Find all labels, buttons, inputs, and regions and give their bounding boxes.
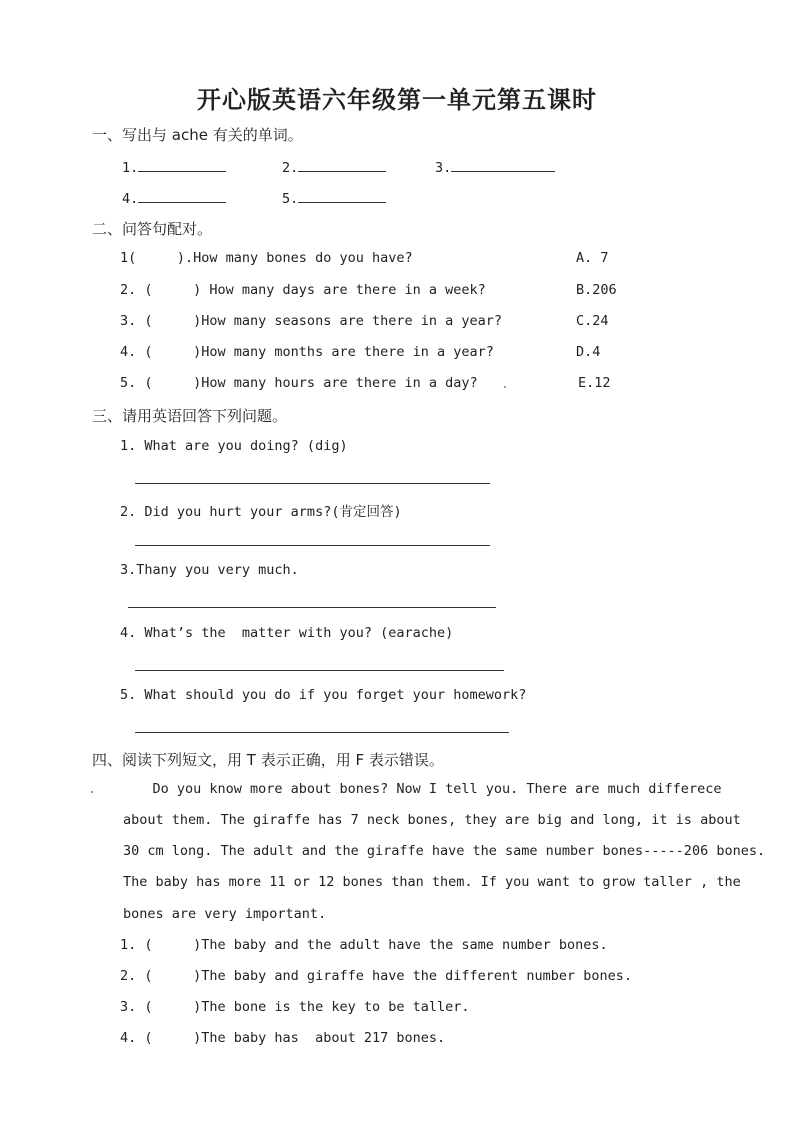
blank-item-1[interactable]: 1. [122, 157, 226, 176]
answer-line-2[interactable] [135, 545, 490, 546]
answer-blank[interactable] [138, 157, 226, 172]
passage-line-4: The baby has more 11 or 12 bones than them. If you want to grow taller , the [123, 874, 741, 890]
blank-item-5[interactable]: 5. [282, 188, 386, 207]
match-question-2: 2. ( ) How many days are there in a week? [120, 282, 486, 298]
passage-line-2: about them. The giraffe has 7 neck bones, they are big and long, it is about [123, 812, 741, 828]
blank-item-2[interactable]: 2. [282, 157, 386, 176]
answer-blank[interactable] [138, 188, 226, 203]
stray-dot [504, 386, 506, 388]
section2-heading: 二、问答句配对。 [92, 220, 213, 238]
match-answer-1: A. 7 [576, 250, 609, 266]
match-answer-3: C.24 [576, 313, 609, 329]
qa-question-2: 2. Did you hurt your arms?(肯定回答) [120, 504, 402, 520]
match-answer-2: B.206 [576, 282, 617, 298]
qa-question-1: 1. What are you doing? (dig) [120, 438, 348, 454]
answer-line-4[interactable] [135, 670, 504, 671]
qa-question-5: 5. What should you do if you forget your homework? [120, 687, 527, 703]
answer-blank[interactable] [451, 157, 555, 172]
answer-blank[interactable] [298, 157, 386, 172]
answer-blank[interactable] [298, 188, 386, 203]
section3-heading: 三、请用英语回答下列问题。 [92, 407, 288, 425]
answer-line-1[interactable] [135, 483, 490, 484]
qa-question-4: 4. What’s the matter with you? (earache) [120, 625, 454, 641]
passage-line-5: bones are very important. [123, 906, 327, 922]
stray-dot [91, 791, 93, 793]
match-question-3: 3. ( )How many seasons are there in a year? [120, 313, 503, 329]
tf-statement-1: 1. ( )The baby and the adult have the same number bones. [120, 937, 608, 953]
passage-line-1: Do you know more about bones? Now I tell you. There are much differece [120, 781, 722, 797]
match-answer-5: E.12 [578, 375, 611, 391]
blank-item-4[interactable]: 4. [122, 188, 226, 207]
match-question-5: 5. ( )How many hours are there in a day? [120, 375, 478, 391]
blank-item-3[interactable]: 3. [435, 157, 555, 176]
page-title: 开心版英语六年级第一单元第五课时 [197, 86, 597, 114]
tf-statement-4: 4. ( )The baby has about 217 bones. [120, 1030, 446, 1046]
qa-question-3: 3.Thany you very much. [120, 562, 299, 578]
match-question-4: 4. ( )How many months are there in a year? [120, 344, 494, 360]
match-answer-4: D.4 [576, 344, 601, 360]
answer-line-3[interactable] [128, 607, 496, 608]
tf-statement-2: 2. ( )The baby and giraffe have the different number bones. [120, 968, 633, 984]
passage-line-3: 30 cm long. The adult and the giraffe have the same number bones-----206 bones. [123, 843, 766, 859]
answer-line-5[interactable] [135, 732, 509, 733]
section1-heading: 一、写出与 ache 有关的单词。 [92, 126, 303, 144]
match-question-1: 1( ).How many bones do you have? [120, 250, 413, 266]
tf-statement-3: 3. ( )The bone is the key to be taller. [120, 999, 470, 1015]
section4-heading: 四、阅读下列短文，用 T 表示正确，用 F 表示错误。 [92, 751, 444, 769]
